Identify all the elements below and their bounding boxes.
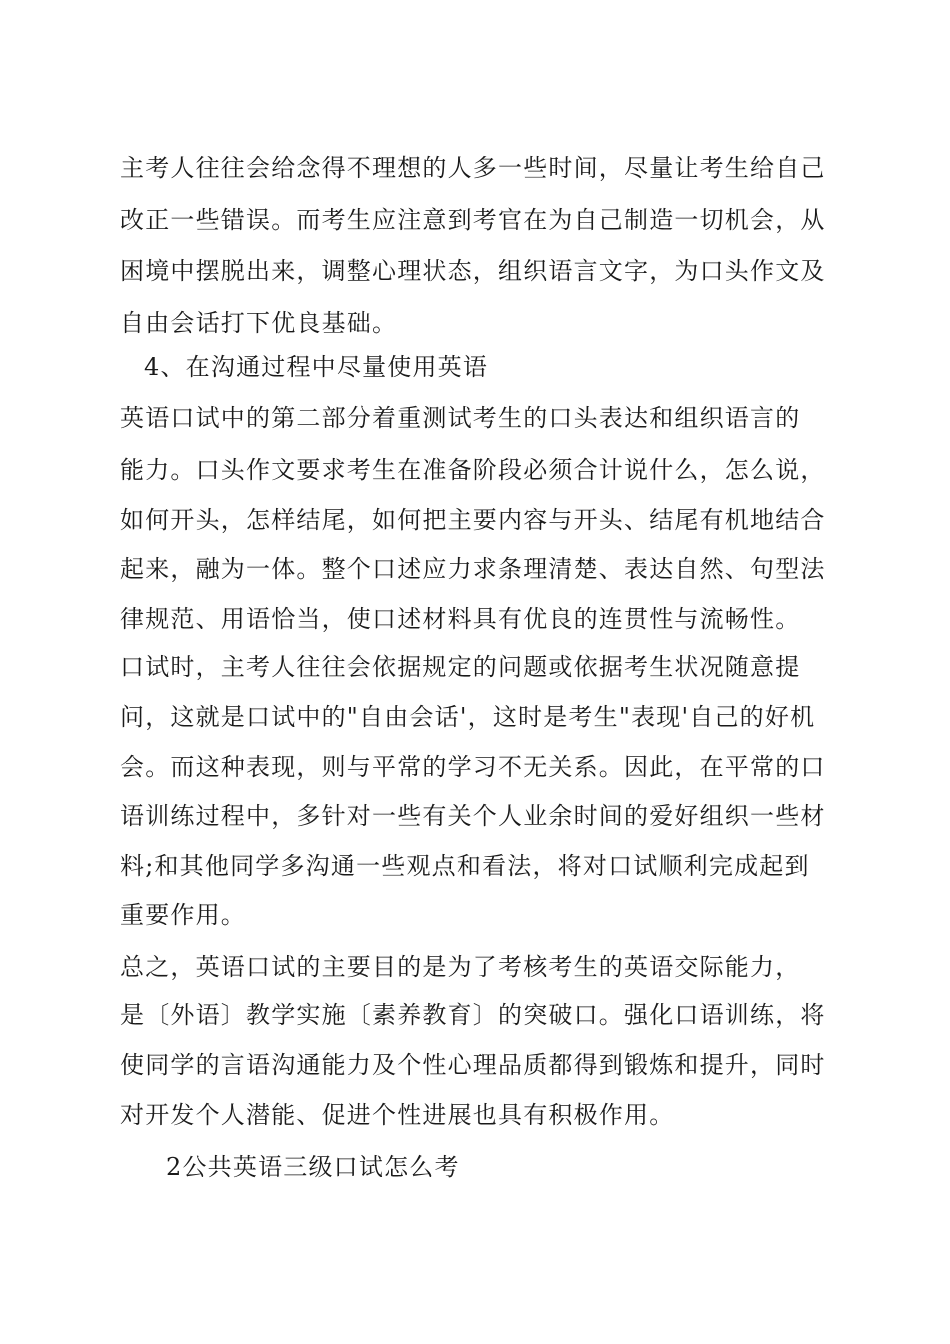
paragraph-3-line-3: 会。而这种表现，则与平常的学习不无关系。因此，在平常的口	[120, 753, 826, 781]
paragraph-2-line-3: 如何开头，怎样结尾，如何把主要内容与开头、结尾有机地结合	[120, 506, 826, 534]
paragraph-1-line-1: 主考人往往会给念得不理想的人多一些时间，尽量让考生给自己	[120, 154, 826, 182]
paragraph-2-line-4: 起来，融为一体。整个口述应力求条理清楚、表达自然、句型法	[120, 555, 826, 583]
paragraph-3-line-2: 问，这就是口试中的"自由会话'，这时是考生"表现'自己的好机	[120, 703, 816, 731]
section-heading-2: 2公共英语三级口试怎么考	[166, 1153, 460, 1181]
paragraph-1-line-4: 自由会话打下优良基础。	[120, 309, 398, 337]
paragraph-4-line-4: 对开发个人潜能、促进个性进展也具有积极作用。	[120, 1101, 675, 1129]
paragraph-3-line-1: 口试时，主考人往往会依据规定的问题或依据考生状况随意提	[120, 653, 801, 681]
paragraph-2-line-2: 能力。口头作文要求考生在准备阶段必须合计说什么，怎么说，	[120, 456, 826, 484]
paragraph-3-line-4: 语训练过程中，多针对一些有关个人业余时间的爱好组织一些材	[120, 802, 826, 830]
paragraph-2-line-1: 英语口试中的第二部分着重测试考生的口头表达和组织语言的	[120, 404, 801, 432]
paragraph-2-line-5: 律规范、用语恰当，使口述材料具有优良的连贯性与流畅性。	[120, 605, 801, 633]
paragraph-4-line-2: 是〔外语〕教学实施〔素养教育〕的突破口。强化口语训练，将	[120, 1001, 826, 1029]
paragraph-1-line-2: 改正一些错误。而考生应注意到考官在为自己制造一切机会，从	[120, 206, 826, 234]
section-heading-4: 4、在沟通过程中尽量使用英语	[144, 353, 489, 381]
paragraph-1-line-3: 困境中摆脱出来，调整心理状态，组织语言文字，为口头作文及	[120, 257, 826, 285]
paragraph-4-line-3: 使同学的言语沟通能力及个性心理品质都得到锻炼和提升，同时	[120, 1051, 826, 1079]
paragraph-3-line-5: 料;和其他同学多沟通一些观点和看法，将对口试顺利完成起到	[120, 852, 810, 880]
paragraph-4-line-1: 总之，英语口试的主要目的是为了考核考生的英语交际能力，	[120, 953, 801, 981]
paragraph-3-line-6: 重要作用。	[120, 901, 246, 929]
